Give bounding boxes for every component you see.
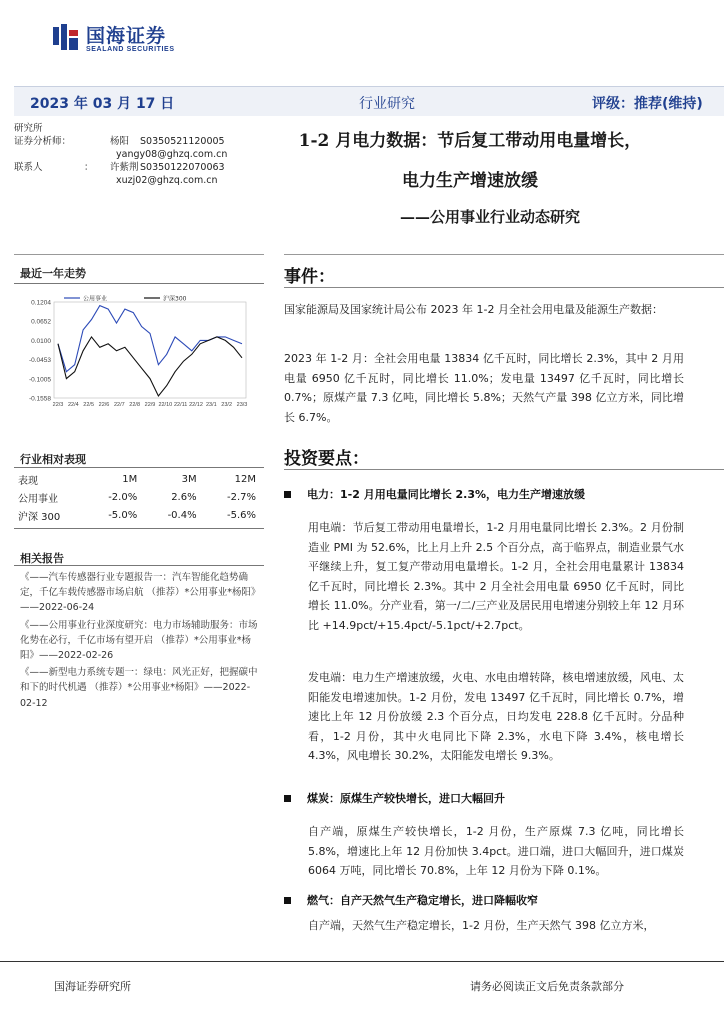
header-banner [14,86,724,116]
table-cell: -0.4% [167,509,197,521]
table-cell: -5.6% [226,509,256,521]
rating-badge: 评级：推荐(维持) [592,96,703,112]
title-subtitle: ——公用事业行业动态研究 [399,208,580,226]
bullet-gas-text: 燃气：自产天然气生产稳定增长，进口降幅收窄 [307,894,538,907]
bullet-power-text: 电力：1-2 月用电量同比增长 2.3%，电力生产增速放缓 [307,488,586,501]
x-tick-label: 23/2 [221,402,233,408]
y-tick-label: -0.1558 [28,395,51,403]
contact-id: S0350122070063 [140,162,225,173]
report-title [240,126,700,227]
analyst-label: 证券分析师： [14,136,72,147]
x-tick-label: 23/3 [236,402,248,408]
report-date: 2023 年 03 月 17 日 [30,96,175,112]
event-heading: 事件： [284,267,335,287]
series-line-1 [58,337,242,396]
x-tick-label: 22/12 [189,402,203,408]
x-tick-label: 23/1 [205,402,217,408]
analyst-info [14,122,227,187]
divider [14,254,264,255]
table-cell: 公用事业 [18,493,58,505]
analyst-name: 杨阳 [110,136,130,147]
table-cell: -2.0% [108,491,138,503]
y-tick-label: -0.1005 [28,376,51,384]
contact-colon: ： [84,162,94,173]
trend-title: 最近一年走势 [20,267,86,280]
logo-en-text: SEALAND SECURITIES [86,45,175,53]
power-gen-paragraph: 发电端：电力生产增速放缓，火电、水电由增转降，核电增速放缓，风电、太阳能发电增速加快。1-2 月份，发电 13497 亿千瓦时，同比增长 0.7%，增速比上年 12 月份放缓 2.3 个百分点，日均发电 228.8 亿千瓦时。分品种看，1-2 月份，其中火电同比下降 2.3%，水电下降 3.4%，核电增长 4.3%，风电增长 30.2%，太阳能发电增长 9.3%。 [308,671,684,762]
trend-line-chart [20,290,250,412]
table-cell: -2.7% [226,491,256,503]
contact-label: 联系人 [14,162,43,173]
table-header: 12M [234,473,256,485]
company-logo [52,24,175,54]
table-header: 3M [181,473,197,485]
y-tick-label: 0.0652 [31,318,51,326]
report-link[interactable]: 《——公用事业行业深度研究：电力市场辅助服务：市场化势在必行，千亿市场有望开启 （推荐）*公用事业*杨阳》——2022-02-26 [20,619,258,662]
bullet-coal [284,790,505,806]
legend-label: 沪深300 [163,295,187,303]
divider [14,565,264,566]
gas-paragraph: 自产端，天然气生产稳定增长，1-2 月份，生产天然气 398 亿立方米， [308,919,655,932]
legend-label: 公用事业 [83,295,108,303]
event-data-paragraph: 2023 年 1-2 月：全社会用电量 13834 亿千瓦时，同比增长 2.3%，其中 2 月用电量 6950 亿千瓦时，同比增长 11.0%；发电量 13497 亿千瓦时，同比增长 0.7%；原煤产量 7.3 亿吨，同比增长 5.8%；天然气产量 398 亿立方米，同比增长 6.7%。 [284,352,684,424]
x-tick-label: 22/9 [144,402,156,408]
divider [14,528,264,529]
table-cell: -5.0% [108,509,138,521]
event-paragraph: 国家能源局及国家统计局公布 2023 年 1-2 月全社会用电量及能源生产数据： [284,303,663,316]
contact-email[interactable]: xuzj02@ghzq.com.cn [116,175,218,186]
bullet-square-icon [284,897,291,904]
dept-label: 研究所 [14,123,43,134]
table-header: 1M [122,473,138,485]
analyst-email[interactable]: yangy08@ghzq.com.cn [116,149,228,160]
y-tick-label: 0.1204 [31,299,51,307]
table-cell: 沪深 300 [18,511,61,523]
bullet-square-icon [284,491,291,498]
table-cell: 2.6% [171,491,197,503]
x-tick-label: 22/11 [173,402,188,408]
analyst-id: S0350521120005 [140,136,225,147]
bullet-square-icon [284,795,291,802]
report-link[interactable]: 《——汽车传感器行业专题报告一：汽车智能化趋势确定，千亿车载传感器市场启航 （推荐）*公用事业*杨阳》——2022-06-24 [20,572,261,614]
x-tick-label: 22/8 [129,402,141,408]
y-tick-label: -0.0453 [28,357,51,365]
divider [284,254,724,255]
points-heading: 投资要点： [284,449,369,469]
contact-name: 许紫荆 [110,162,139,173]
x-tick-label: 22/5 [83,402,95,408]
footer-org: 国海证券研究所 [54,980,131,993]
perf-title: 行业相对表现 [20,453,86,466]
x-tick-label: 22/7 [113,402,125,408]
bullet-coal-text: 煤炭：原煤生产较快增长，进口大幅回升 [307,792,505,805]
divider [14,467,264,468]
bullet-gas [284,892,538,908]
table-row [18,506,264,524]
x-tick-label: 22/6 [98,402,110,408]
table-header-row [18,470,264,488]
x-tick-label: 22/3 [52,402,64,408]
table-header: 表现 [18,475,38,487]
footer-divider [0,961,724,962]
y-tick-label: 0.0100 [31,337,51,345]
performance-table [18,470,264,524]
divider [284,469,724,470]
coal-paragraph: 自产端，原煤生产较快增长，1-2 月份，生产原煤 7.3 亿吨，同比增长 5.8%，增速比上年 12 月份加快 3.4pct。进口端，进口大幅回升，进口煤炭 6064 万吨，同比增长 70.8%，上年 12 月份为下降 0.1%。 [308,825,684,877]
title-line-2: 电力生产增速放缓 [402,171,538,191]
bullet-power [284,486,585,502]
divider [14,283,264,284]
title-line-1: 1-2 月电力数据：节后复工带动用电量增长， [298,131,642,151]
divider [284,287,724,288]
logo-mark-icon [52,24,80,54]
report-link[interactable]: 《——新型电力系统专题一：绿电：风光正好，把握碳中和下的时代机遇 （推荐）*公用事业*杨阳》——2022-02-12 [20,667,258,709]
report-type: 行业研究 [359,96,415,112]
power-use-paragraph: 用电端：节后复工带动用电量增长，1-2 月用电量同比增长 2.3%。2 月份制造业 PMI 为 52.6%，比上月上升 2.5 个百分点，高于临界点，制造业景气水平继续上升，复工复产带动用电量增长。1-2 月，全社会用电量累计 13834 亿千瓦时，同比增长 2.3%。其中 2 月全社会用电量 6950 亿千瓦时，同比增长 11.0%。分产业看，第一/二/三产业及居民用电增速分别较上年 12 月环比 +14.9pct/+15.4pct/-5.1pct/+2.7pct。 [308,521,684,632]
footer-disclaimer: 请务必阅读正文后免责条款部分 [470,980,624,993]
related-reports [20,570,265,711]
logo-cn-text: 国海证券 [86,24,167,47]
x-tick-label: 22/4 [67,402,79,408]
series-line-0 [58,306,242,372]
x-tick-label: 22/10 [158,402,173,408]
plot-area [54,302,246,398]
table-row [18,488,264,506]
reports-title: 相关报告 [20,552,64,565]
